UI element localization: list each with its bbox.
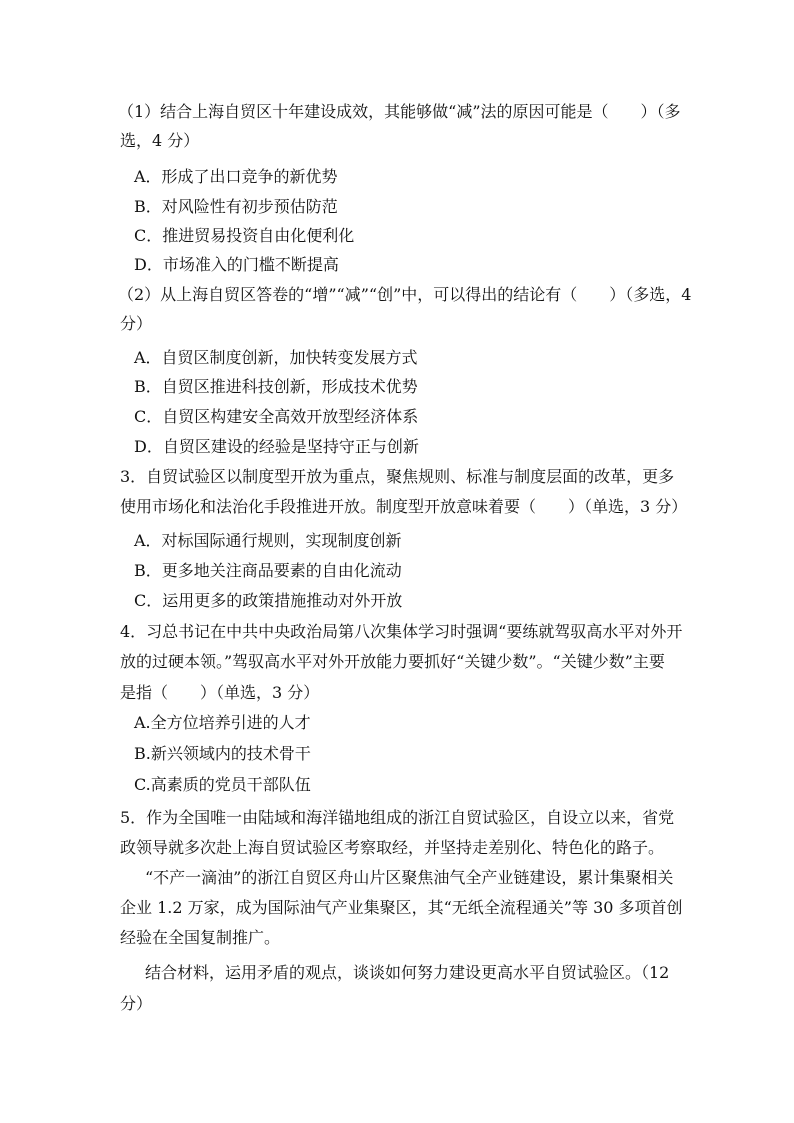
q5-material-line5: 经验在全国复制推广。	[120, 928, 281, 947]
q3-option-a: A．对标国际通行规则，实现制度创新	[134, 531, 402, 550]
q2-option-c: C．自贸区构建安全高效开放型经济体系	[134, 407, 419, 426]
q2-option-b: B．自贸区推进科技创新，形成技术优势	[134, 377, 418, 396]
q4-stem-line3: 是指（ ）（单选，3 分）	[120, 683, 320, 702]
q5-material-line4: 企业 1.2 万家，成为国际油气产业集聚区，其“无纸全流程通关”等 30 多项首创	[120, 898, 683, 917]
q1-stem-line2: 选，4 分）	[120, 131, 200, 150]
q1-option-a: A．形成了出口竞争的新优势	[134, 167, 338, 186]
q2-option-a: A．自贸区制度创新，加快转变发展方式	[134, 348, 418, 367]
q3-option-c: C．运用更多的政策措施推动对外开放	[134, 591, 403, 610]
q3-option-b: B．更多地关注商品要素的自由化流动	[134, 561, 402, 580]
q4-stem-line2: 放的过硬本领。”驾驭高水平对外开放能力要抓好“关键少数”。“关键少数”主要	[120, 652, 665, 671]
q4-stem-line1: 4．习总书记在中共中央政治局第八次集体学习时强调“要练就驾驭高水平对外开	[120, 622, 683, 641]
q5-material-line2: 政领导就多次赴上海自贸试验区考察取经，并坚持走差别化、特色化的路子。	[120, 838, 665, 857]
q5-material-line1: 5．作为全国唯一由陆域和海洋锚地组成的浙江自贸试验区，自设立以来，省党	[120, 808, 675, 827]
q5-question-line2: 分）	[120, 994, 153, 1013]
q4-option-b: B.新兴领域内的技术骨干	[134, 744, 311, 763]
q4-option-a: A.全方位培养引进的人才	[134, 713, 311, 732]
q2-stem-line2: 分）	[120, 314, 153, 333]
q2-stem-line1: （2）从上海自贸区答卷的“增”“减”“创”中，可以得出的结论有（ ）（多选，4	[118, 285, 692, 304]
q3-stem-line2: 使用市场化和法治化手段推进开放。制度型开放意味着要（ ）（单选，3 分）	[120, 497, 688, 516]
q2-option-d: D．自贸区建设的经验是坚持守正与创新	[134, 437, 419, 456]
q4-option-c: C.高素质的党员干部队伍	[134, 775, 311, 794]
q1-option-d: D．市场准入的门槛不断提高	[134, 255, 339, 274]
q3-stem-line1: 3．自贸试验区以制度型开放为重点，聚焦规则、标准与制度层面的改革，更多	[120, 467, 675, 486]
q1-option-c: C．推进贸易投资自由化便利化	[134, 226, 355, 245]
q5-material-line3: “不产一滴油”的浙江自贸区舟山片区聚焦油气全产业链建设，累计集聚相关	[145, 868, 674, 887]
q1-stem-line1: （1）结合上海自贸区十年建设成效，其能够做“减”法的原因可能是（ ）（多	[118, 102, 681, 121]
q5-question-line1: 结合材料，运用矛盾的观点，谈谈如何努力建设更高水平自贸试验区。（12	[145, 963, 670, 982]
q1-option-b: B．对风险性有初步预估防范	[134, 197, 338, 216]
